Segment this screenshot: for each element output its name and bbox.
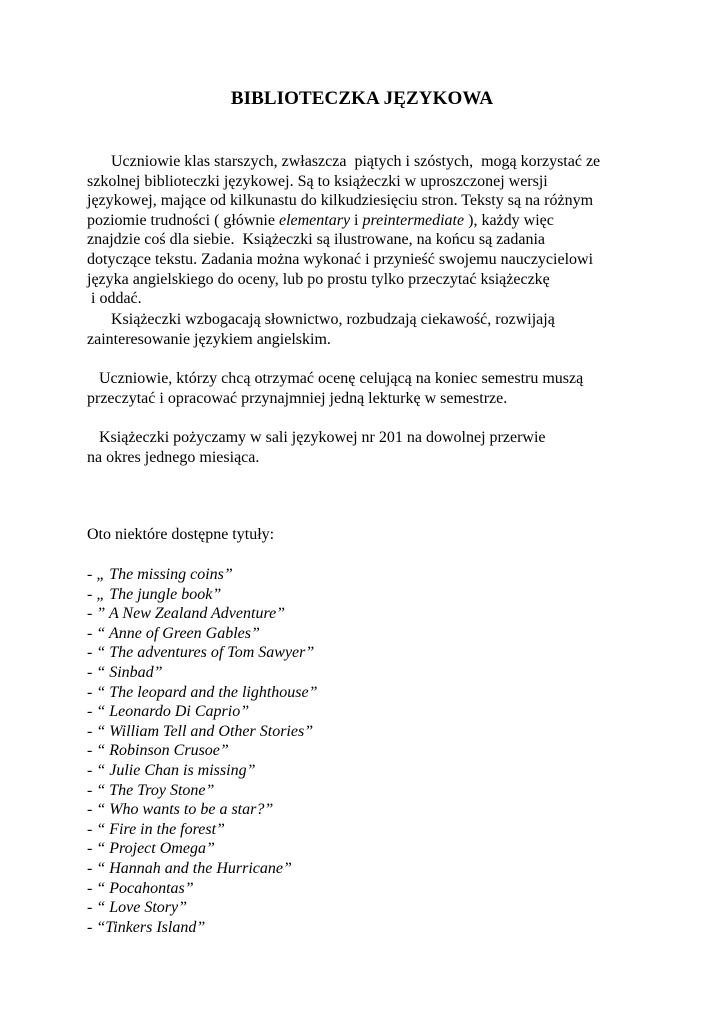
list-item [87, 643, 318, 663]
book-title: “ Julie Chan is missing” [96, 761, 256, 779]
paragraph-benefits [87, 310, 555, 349]
book-title: „ The missing coins” [96, 566, 233, 583]
list-dash: - [87, 605, 97, 623]
list-item [87, 683, 318, 703]
paragraph-line [87, 211, 600, 231]
book-title: “ The leopard and the lighthouse” [96, 683, 318, 701]
list-dash: - [87, 820, 97, 838]
book-title: “ Who wants to be a star?” [96, 801, 274, 819]
list-item [87, 624, 318, 644]
list-item [87, 663, 318, 683]
list-dash: - [87, 742, 97, 760]
paragraph-borrowing [87, 428, 546, 467]
list-item [87, 918, 318, 938]
titles-intro: Oto niektóre dostępne tytuły: [87, 526, 275, 543]
list-dash: - [87, 722, 97, 740]
list-dash: - [87, 899, 97, 917]
list-dash: - [87, 781, 97, 799]
paragraph-line: dotyczące tekstu. Zadania można wykonać i przynieść swojemu nauczycielowi [87, 250, 594, 268]
list-item [87, 800, 318, 820]
book-title: “ Sinbad” [96, 663, 163, 681]
paragraph-line: Uczniowie klas starszych, zwłaszcza piątych i szóstych, mogą korzystać ze [87, 153, 601, 170]
list-dash: - [87, 663, 97, 681]
book-titles-list [87, 565, 318, 937]
book-title: “ Hannah and the Hurricane” [96, 859, 292, 877]
list-item [87, 565, 318, 585]
level-elementary: elementary [278, 211, 351, 229]
book-title: „ The jungle book” [96, 585, 222, 603]
paragraph-line: Uczniowie, którzy chcą otrzymać ocenę celującą na koniec semestru muszą [87, 370, 584, 387]
list-dash: - [87, 801, 97, 819]
list-item [87, 702, 318, 722]
paragraph-line: zainteresowanie językiem angielskim. [87, 330, 331, 348]
text-run: ), każdy więc [464, 211, 554, 229]
paragraph-line: językowej, mające od kilkunastu do kilkudziesięciu stron. Teksty są na różnym [87, 192, 594, 210]
list-dash: - [87, 761, 97, 779]
text-run: poziomie trudności ( głównie [87, 211, 279, 229]
list-item [87, 839, 318, 859]
paragraph-line: i oddać. [87, 290, 142, 308]
list-dash: - [87, 624, 97, 642]
list-item [87, 741, 318, 761]
paragraph-line: przeczytać i opracować przynajmniej jedną lekturkę w semestrze. [87, 389, 508, 407]
list-item [87, 820, 318, 840]
book-title: “Tinkers Island” [96, 918, 206, 936]
level-preintermediate: preintermediate [362, 211, 465, 229]
paragraph-intro [87, 152, 600, 309]
book-title: “ Love Story” [96, 899, 187, 917]
book-title: “ Leonardo Di Caprio” [96, 703, 250, 721]
book-title: “ William Tell and Other Stories” [96, 722, 314, 740]
document-title: BIBLIOTECZKA JĘZYKOWA [230, 88, 494, 109]
list-item [87, 761, 318, 781]
book-title: “ The Troy Stone” [96, 781, 215, 799]
book-title: “ Robinson Crusoe” [96, 742, 229, 760]
text-run: i [350, 211, 363, 229]
list-item [87, 879, 318, 899]
list-item [87, 898, 318, 918]
book-title: “ The adventures of Tom Sawyer” [96, 644, 315, 662]
paragraph-line: języka angielskiego do oceny, lub po prostu tylko przeczytać książeczkę [87, 270, 550, 288]
paragraph-line: Książeczki pożyczamy w sali językowej nr 201 na dowolnej przerwie [87, 429, 546, 446]
book-title: “ Pocahontas” [96, 879, 194, 897]
paragraph-line: na okres jednego miesiąca. [87, 448, 260, 466]
book-title: ” A New Zealand Adventure” [96, 605, 286, 623]
list-dash: - [87, 918, 97, 936]
paragraph-line: Książeczki wzbogacają słownictwo, rozbudzają ciekawość, rozwijają [87, 311, 555, 328]
list-item [87, 781, 318, 801]
list-dash: - [87, 859, 97, 877]
paragraph-line: szkolnej biblioteczki językowej. Są to książeczki w uproszczonej wersji [87, 172, 548, 190]
list-item [87, 585, 318, 605]
book-title: “ Fire in the forest” [96, 820, 225, 838]
paragraph-grading [87, 369, 583, 408]
list-dash: - [87, 683, 97, 701]
paragraph-line: znajdzie coś dla siebie. Książeczki są ilustrowane, na końcu są zadania [87, 231, 546, 249]
list-item [87, 722, 318, 742]
list-dash: - [87, 566, 97, 583]
list-item [87, 604, 318, 624]
book-title: “ Project Omega” [96, 840, 215, 858]
list-dash: - [87, 879, 97, 897]
list-dash: - [87, 644, 97, 662]
list-dash: - [87, 585, 97, 603]
list-dash: - [87, 840, 97, 858]
book-title: “ Anne of Green Gables” [96, 624, 260, 642]
list-dash: - [87, 703, 97, 721]
list-item [87, 859, 318, 879]
